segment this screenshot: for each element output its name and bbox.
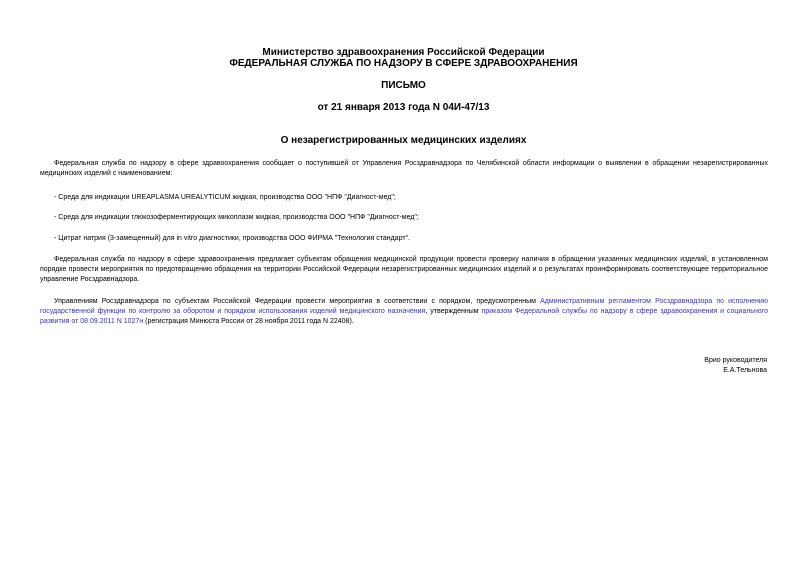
document-subject: О незарегистрированных медицинских изделиях (280, 135, 527, 146)
ministry-name: Министерство здравоохранения Российской Федерации (262, 47, 545, 58)
document-date-number: от 21 января 2013 года N 04И-47/13 (317, 102, 490, 113)
paragraph-proposal: Федеральная служба по надзору в сфере здравоохранения предлагает субъектам обращения медицинской продукции провести проверку наличия в обращении указанных медицинских изделий, в установленном порядке провести мероприятия по предотвращению обращения на территории Российской Федерации незарегистрированных медицинских изделий и о результатах проинформировать соответствующее территориальное управление Росздравнадзора. (40, 256, 768, 284)
paragraph-text: , утвержденным (425, 308, 482, 316)
list-item: - Цитрат натрия (3-замещенный) для in vitro диагностики, производства ООО ФИРМА "Технология стандарт". (54, 235, 410, 242)
signatory-name: Е.А.Тельнова (723, 367, 767, 374)
paragraph-text: (регистрация Минюста России от 28 ноября 2011 года N 22408). (143, 318, 354, 326)
list-item: - Среда для индикации глюкозоферментирующих микоплазм жидкая, производства ООО "НПФ "Диагност-мед"; (54, 214, 419, 221)
paragraph-text: Управлениям Росздравнадзора по субъектам Российской Федерации провести мероприятия в соответствии с порядком, предусмотренным (54, 298, 541, 305)
paragraph-instruction (40, 297, 768, 328)
document-type: ПИСЬМО (381, 80, 426, 91)
service-name: ФЕДЕРАЛЬНАЯ СЛУЖБА ПО НАДЗОРУ В СФЕРЕ ЗДРАВООХРАНЕНИЯ (229, 58, 578, 69)
regulation-link[interactable]: Административным регламентом Росздравнадзора по исполнению государственной функции по контролю за оборотом и порядком использования изделий медицинского назначения (40, 298, 768, 316)
order-link[interactable]: приказом Федеральной службы по надзору в сфере здравоохранения и социального развития от 08.09.2011 N 1027н (40, 308, 768, 326)
signatory-title: Врио руководителя (704, 357, 767, 364)
paragraph-notice: Федеральная служба по надзору в сфере здравоохранения сообщает о поступившей от Управления Росздравнадзора по Челябинской области информации о выявлении в обращении незарегистрированных медицинских изделий с наименованием: (40, 160, 768, 178)
list-item: - Среда для индикации UREAPLASMA UREALYTICUM жидкая, производства ООО "НПФ "Диагност-мед"; (54, 194, 396, 201)
